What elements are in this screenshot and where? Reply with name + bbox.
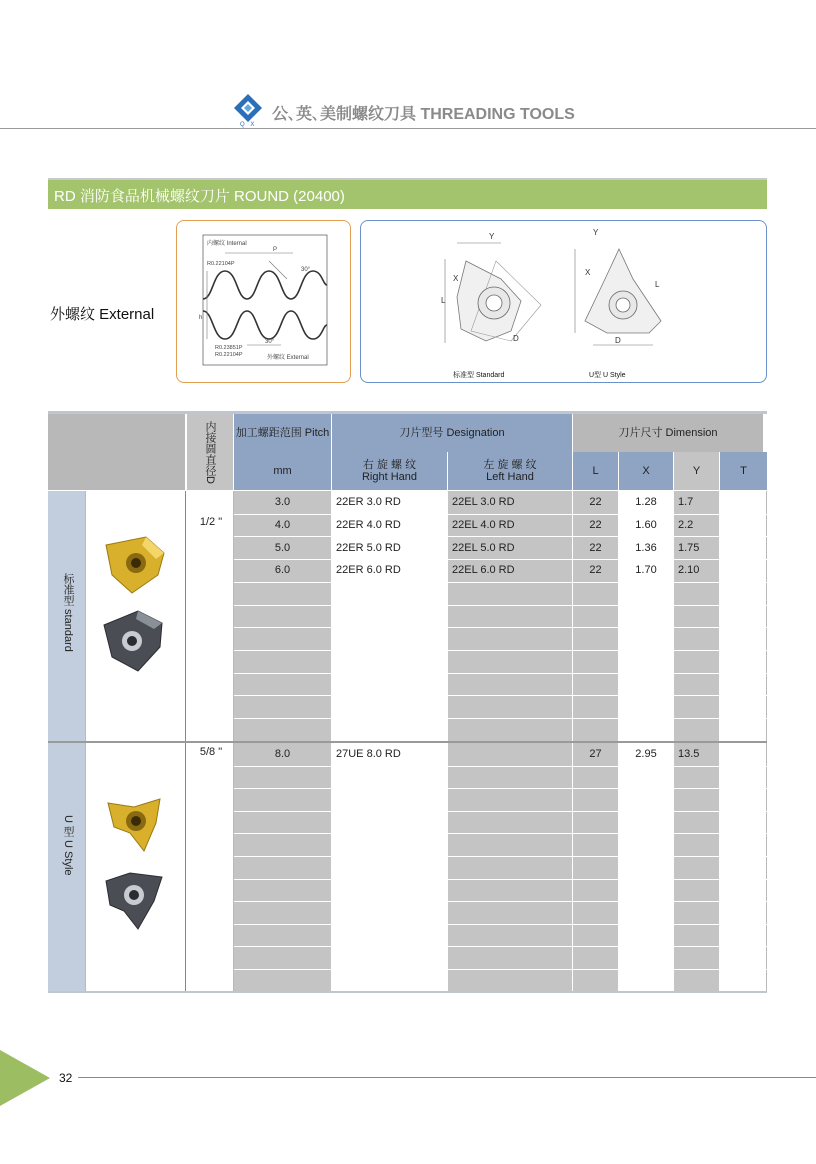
row-line-standard (234, 605, 767, 606)
cell-left (448, 743, 572, 766)
cell-right: 22ER 6.0 RD (336, 564, 401, 577)
cell-l: 22 (589, 541, 602, 554)
cell-pitch: 8.0 (274, 748, 291, 761)
insert-dimension-svg (361, 221, 767, 383)
thread-h: h (199, 315, 203, 321)
col-pitch-label: 加工螺距范围 Pitch (235, 427, 330, 439)
cell-pitch: 6.0 (274, 564, 291, 577)
table-header-pitch-unit (234, 452, 331, 490)
thread-r-bottom1: R0.23851P (215, 345, 243, 351)
std-d-label: D (513, 334, 519, 343)
group-standard-label: 标准型 standard (62, 573, 74, 652)
row-line-u (234, 811, 767, 812)
row-line-standard (234, 627, 767, 628)
thread-r-bottom2: R0.22104P (215, 352, 243, 358)
table-bottom-border (48, 991, 767, 993)
table-header-left (448, 452, 572, 490)
table-header-y (674, 452, 719, 490)
cell-x: 1.36 (635, 541, 657, 554)
group-u-label: U 型 U Style (62, 815, 74, 876)
col-left-cn: 左 旋 螺 纹 (483, 459, 537, 471)
cell-left: 22EL 6.0 RD (452, 564, 515, 577)
pitch-column-bg-u (234, 743, 331, 991)
row-line-standard (234, 718, 767, 719)
table-header-designation (332, 414, 572, 452)
cell-t (720, 514, 767, 537)
footer-triangle (0, 1050, 50, 1106)
table-header-right (332, 452, 447, 490)
table-header-blank (48, 414, 185, 490)
cell-right: 22ER 4.0 RD (336, 519, 401, 532)
std-caption: 标准型 Standard (453, 372, 505, 379)
cell-y: 2.10 (678, 564, 700, 577)
cell-l: 22 (589, 496, 602, 509)
row-line-u (234, 766, 767, 767)
cell-t (720, 536, 767, 559)
row-line-u (234, 901, 767, 902)
cell-l: 22 (589, 564, 602, 577)
section-title: RD 消防食品机械螺纹刀片 ROUND (20400) (54, 188, 345, 205)
u-d-label: D (615, 336, 621, 345)
row-line-u (234, 833, 767, 834)
col-y-label: Y (692, 465, 701, 477)
row-line-u (234, 856, 767, 857)
u-y-label: Y (593, 228, 599, 237)
footer-line (78, 1077, 816, 1078)
cell-y: 1.75 (678, 541, 700, 554)
u-x-label: X (585, 268, 591, 277)
external-label: 外螺纹 External (50, 306, 155, 323)
dark-standard-insert-image (98, 607, 172, 677)
thread-internal-label: 内螺纹 Internal (207, 241, 247, 247)
cell-x: 1.70 (635, 564, 657, 577)
row-line-u (234, 946, 767, 947)
row-line-u (234, 788, 767, 789)
thread-p: P (273, 247, 278, 253)
col-t-label: T (740, 465, 747, 477)
u-caption: U型 U Style (589, 372, 626, 379)
cell-t (720, 743, 767, 766)
table-header-pitch (234, 414, 331, 452)
col-x-label: X (642, 465, 650, 477)
table-header-d (187, 414, 233, 490)
cell-x: 1.28 (635, 496, 657, 509)
table-header-x (619, 452, 673, 490)
std-x-label: X (453, 274, 459, 283)
l-column-bg-u (573, 743, 618, 991)
thread-profile-svg (177, 221, 351, 383)
row-line-u (234, 969, 767, 970)
cell-right: 22ER 3.0 RD (336, 496, 401, 509)
col-right-cn: 右 旋 螺 纹 (362, 459, 417, 471)
cell-l: 27 (589, 748, 602, 761)
section-banner (48, 178, 767, 209)
cell-pitch: 4.0 (274, 519, 291, 532)
cell-t (720, 559, 767, 582)
cell-t (720, 491, 767, 514)
thread-external-label: 外螺纹 External (267, 355, 309, 361)
cell-x: 2.95 (635, 748, 657, 761)
cell-y: 2.2 (678, 519, 694, 532)
u-l-label: L (655, 280, 660, 289)
col-dimension-label: 刀片尺寸 Dimension (618, 427, 718, 439)
cell-y: 1.7 (678, 496, 694, 509)
insert-dimension-diagram (360, 220, 767, 383)
cell-left: 22EL 4.0 RD (452, 519, 515, 532)
cell-left: 22EL 5.0 RD (452, 541, 515, 554)
table-header-dimension (573, 414, 763, 452)
row-line-u (234, 924, 767, 925)
std-y-label: Y (489, 232, 495, 241)
col-designation-label: 刀片型号 Designation (399, 427, 505, 439)
dark-u-insert-image (100, 867, 170, 935)
u-d-value: 5/8 " (199, 746, 223, 758)
thread-angle-bottom: 30° (265, 339, 275, 345)
thread-profile-diagram (176, 220, 351, 383)
row-line-standard (234, 673, 767, 674)
cell-pitch: 3.0 (274, 496, 291, 509)
row-line-standard (234, 582, 767, 583)
std-l-label: L (441, 296, 446, 305)
spec-table (48, 411, 767, 993)
table-header-l (573, 452, 618, 490)
col-left-en: Left Hand (486, 471, 534, 483)
col-d-label: 内接圆直径D (204, 420, 216, 484)
cell-left: 22EL 3.0 RD (452, 496, 515, 509)
page-header-title: 公､英､美制螺纹刀具 THREADING TOOLS (272, 106, 575, 123)
col-right-en: Right Hand (361, 471, 418, 483)
logo-subtext: Q X (240, 122, 257, 128)
table-header-t (720, 452, 767, 490)
left-column-bg-u (448, 743, 572, 991)
header-divider (0, 128, 816, 129)
row-line-standard (234, 650, 767, 651)
gold-standard-insert-image (98, 531, 172, 601)
cell-right: 22ER 5.0 RD (336, 541, 401, 554)
row-line-u (234, 879, 767, 880)
thread-r-top: R0.22104P (207, 261, 235, 267)
thread-angle-top: 30° (301, 267, 311, 273)
cell-right: 27UE 8.0 RD (336, 748, 401, 761)
gold-u-insert-image (100, 793, 170, 861)
row-line-standard (234, 695, 767, 696)
cell-pitch: 5.0 (274, 541, 291, 554)
cell-y: 13.5 (678, 748, 700, 761)
col-pitch-unit: mm (273, 465, 292, 477)
page-number: 32 (59, 1071, 73, 1085)
cell-l: 22 (589, 519, 602, 532)
cell-x: 1.60 (635, 519, 657, 532)
col-l-label: L (592, 465, 599, 477)
y-column-bg-u (674, 743, 719, 991)
standard-d-value: 1/2 " (199, 516, 223, 528)
